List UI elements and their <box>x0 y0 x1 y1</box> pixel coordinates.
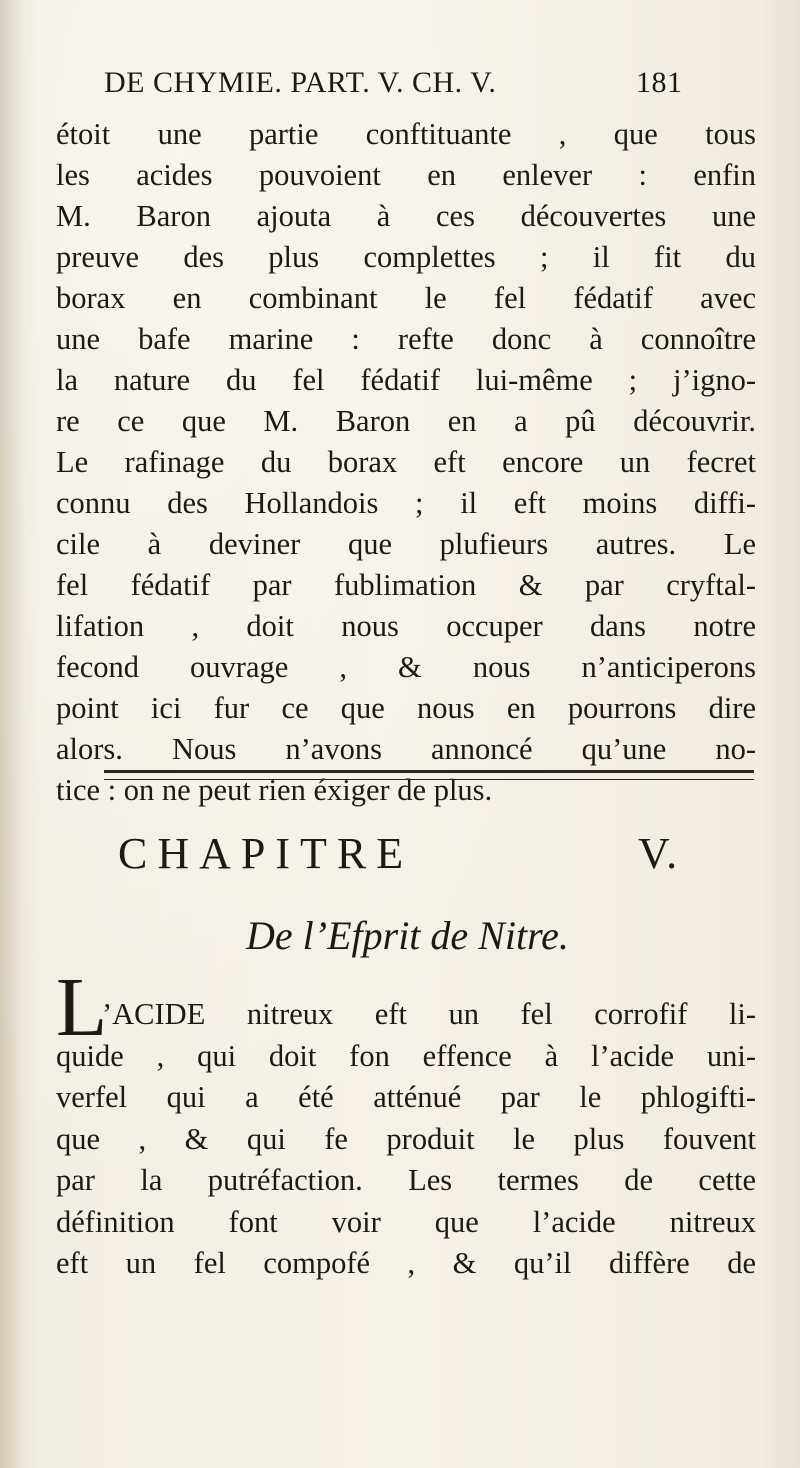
text-line: ’ACIDE nitreux eft un fel corrofif li- <box>102 997 756 1031</box>
chapter-paragraph <box>56 994 756 1285</box>
text-line: la nature du fel fédatif lui-même ; j’igno- <box>56 363 756 397</box>
drop-cap: L <box>56 961 108 1054</box>
text-line: alors. Nous n’avons annoncé qu’une no- <box>56 732 756 766</box>
section-divider-rule <box>104 770 754 780</box>
text-line: borax en combinant le fel fédatif avec <box>56 281 756 315</box>
text-line: quide , qui doit fon effence à l’acide uni- <box>56 1038 756 1073</box>
text-line: étoit une partie conftituante , que tous <box>56 117 756 151</box>
text-line: que , & qui fe produit le plus fouvent <box>56 1121 756 1156</box>
chapter-number: V. <box>638 829 680 878</box>
text-line: Le rafinage du borax eft encore un fecret <box>56 445 756 479</box>
text-line: définition font voir que l’acide nitreux <box>56 1204 756 1239</box>
running-head <box>104 66 684 108</box>
text-line: eft un fel compofé , & qu’il diffère de <box>56 1246 756 1280</box>
text-line: connu des Hollandois ; il eft moins diffi- <box>56 486 756 520</box>
running-head-title: DE CHYMIE. PART. V. CH. V. <box>104 66 497 99</box>
text-line: lifation , doit nous occuper dans notre <box>56 609 756 643</box>
page-number: 181 <box>636 66 683 99</box>
spine-shadow <box>0 0 24 1468</box>
text-line: M. Baron ajouta à ces découvertes une <box>56 199 756 233</box>
text-line: une bafe marine : refte donc à connoître <box>56 322 756 356</box>
text-line: re ce que M. Baron en a pû découvrir. <box>56 404 756 438</box>
text-line: cile à deviner que plufieurs autres. Le <box>56 527 756 561</box>
chapter-subtitle: De l’Efprit de Nitre. <box>246 913 569 958</box>
text-line: verfel qui a été atténué par le phlogifti- <box>56 1080 756 1114</box>
text-line: point ici fur ce que nous en pourrons dire <box>56 691 756 725</box>
text-line: les acides pouvoient en enlever : enfin <box>56 158 756 192</box>
chapter-word: CHAPITRE <box>118 829 414 878</box>
text-line: tice : on ne peut rien éxiger de plus. <box>56 773 493 807</box>
body-paragraph <box>56 114 756 811</box>
text-line: fecond ouvrage , & nous n’anticiperons <box>56 650 756 684</box>
text-line: preuve des plus complettes ; il fit du <box>56 240 756 274</box>
text-line: fel fédatif par fublimation & par cryftal- <box>56 568 756 602</box>
text-line: par la putréfaction. Les termes de cette <box>56 1163 756 1197</box>
